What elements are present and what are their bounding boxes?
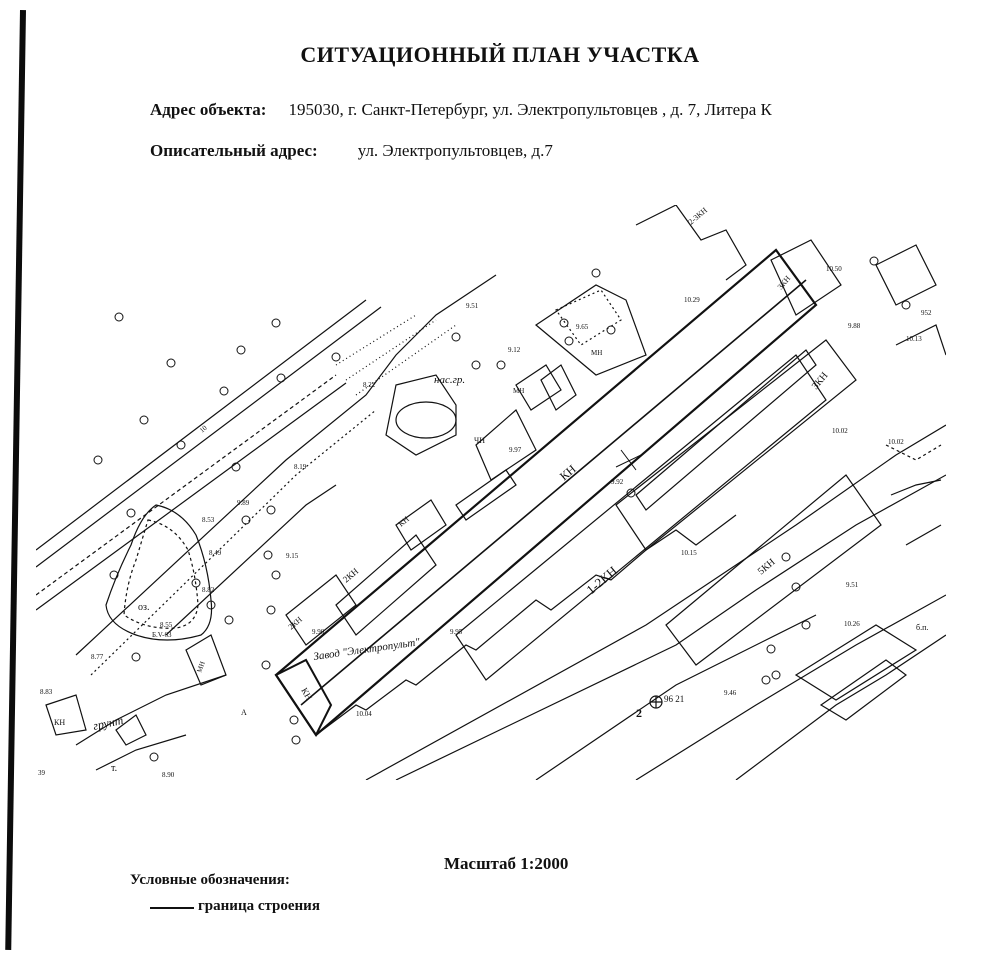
building-kn-left	[46, 695, 86, 735]
page-title: СИТУАЦИОННЫЙ ПЛАН УЧАСТКА	[300, 42, 700, 67]
elev-965: 9.65	[576, 323, 589, 331]
elev-992: 9.92	[611, 478, 624, 486]
elev-882: 8.82	[202, 586, 215, 594]
label-bldg-number: 2	[636, 706, 642, 720]
descriptive-address-row	[150, 141, 553, 161]
label-nas-gr: нас.гр.	[434, 374, 466, 386]
elev-819: 8.19	[294, 463, 307, 471]
label-3kn: 3КН	[809, 370, 831, 392]
elev-1002b: 10.02	[888, 438, 904, 446]
label-elev-10: 10	[198, 423, 209, 435]
factory-boundary	[276, 250, 816, 735]
label-b-mark: б.п.	[916, 623, 929, 632]
descriptive-address-label: Описательный адрес:	[150, 141, 318, 160]
elev-890: 8.90	[162, 771, 175, 779]
label-kn-center: КН	[556, 461, 579, 484]
binding-line	[5, 10, 26, 950]
site-plan-map	[36, 205, 946, 780]
legend-title: Условные обозначения:	[130, 872, 290, 888]
elev-39: 39	[38, 769, 45, 777]
elev-1029: 10.29	[684, 296, 700, 304]
label-5kn: 5КН	[755, 556, 778, 578]
elev-1050: 10.50	[826, 265, 842, 273]
elev-915: 9.15	[286, 552, 299, 560]
label-2kn: 2КН	[340, 565, 361, 585]
elev-1013: 10.13	[906, 335, 922, 343]
label-kn-small: КН	[396, 514, 411, 529]
elev-995: 9.95	[450, 628, 463, 636]
elev-1004: 10.04	[356, 710, 372, 718]
playground-inner-oval	[396, 402, 456, 438]
label-mn-pond: МН	[195, 660, 207, 674]
elev-990: 9.90	[312, 628, 325, 636]
label-2kn-small: 2КН	[286, 614, 304, 632]
label-2-3kn: 2-3КН	[686, 205, 709, 227]
label-factory: Завод "Электропульт"	[312, 636, 421, 663]
elev-9621: 96 21	[664, 694, 685, 704]
object-address-value: 195030, г. Санкт-Петербург, ул. Электропультовцев , д. 7, Литера К	[288, 100, 772, 119]
label-a-mark: А	[241, 708, 247, 717]
elev-877: 8.77	[91, 653, 104, 661]
plan-linework	[36, 205, 946, 780]
elev-912: 9.12	[508, 346, 521, 354]
elev-1015: 10.15	[681, 549, 697, 557]
elev-988: 9.88	[848, 322, 861, 330]
label-3kn-top: 3КН	[775, 273, 793, 292]
label-st-tag: Б.V-63	[152, 631, 172, 639]
building-mn-upper	[536, 285, 646, 375]
elev-822: 8.22	[363, 381, 376, 389]
elev-853: 8.53	[202, 516, 215, 524]
label-1-2kn: 1-2КН	[583, 563, 621, 598]
label-mn-bldg: МН	[591, 349, 603, 357]
legend-line-symbol	[150, 907, 194, 909]
object-address-row	[150, 100, 772, 120]
elev-883: 8.83	[40, 688, 53, 696]
elev-1002a: 10.02	[832, 427, 848, 435]
building-chn	[476, 410, 536, 480]
elev-951: 9.51	[846, 581, 859, 589]
legend-item-label: граница строения	[198, 898, 320, 914]
elev-951top: 9.51	[466, 302, 479, 310]
descriptive-address-value: ул. Электропультовцев, д.7	[357, 141, 553, 160]
elev-946: 9.46	[724, 689, 737, 697]
legend-item-building-boundary	[150, 898, 320, 915]
building-2kn	[336, 535, 436, 635]
elev-1026: 10.26	[844, 620, 860, 628]
elevation-marks	[38, 265, 932, 779]
object-address-label: Адрес объекта:	[150, 100, 267, 119]
elev-855: 8.55	[160, 621, 173, 629]
elev-952: 952	[921, 309, 932, 317]
label-kn-left: КН	[54, 718, 66, 727]
label-chn: ЧН	[474, 436, 485, 445]
label-t-mark: т.	[111, 763, 118, 774]
label-kn-front: КН	[299, 686, 315, 702]
label-mn-top: МН	[513, 387, 525, 395]
elev-997: 9.97	[509, 446, 522, 454]
building-mn-pond	[186, 635, 226, 685]
scale-label: Масштаб 1:2000	[444, 854, 569, 873]
label-oz: оз.	[138, 602, 150, 613]
elev-989: 9.89	[237, 499, 250, 507]
label-grunt: грунт	[91, 712, 125, 733]
elev-849: 8.49	[209, 549, 222, 557]
